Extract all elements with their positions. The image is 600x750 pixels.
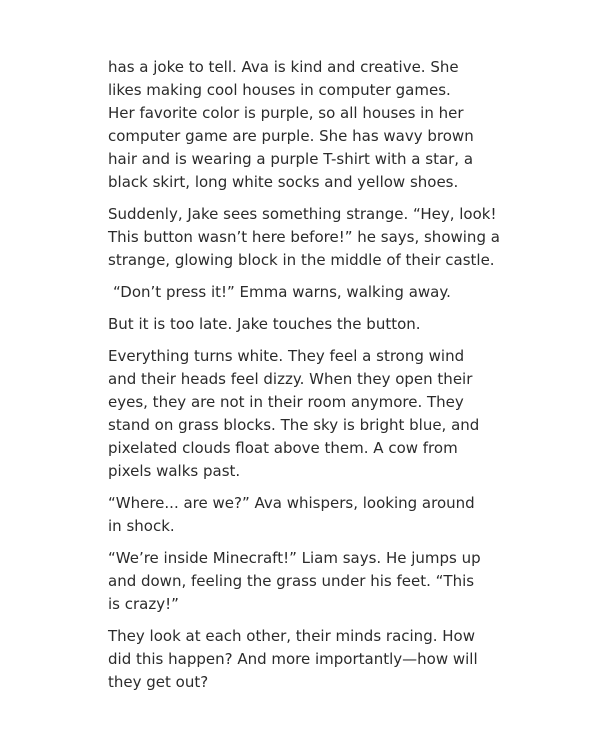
text-line: Everything turns white. They feel a strong wind	[108, 347, 465, 365]
text-line: and their heads feel dizzy. When they open their	[108, 370, 473, 388]
text-line: stand on grass blocks. The sky is bright blue, and	[108, 416, 480, 434]
text-line: “We’re inside Minecraft!” Liam says. He jumps up	[108, 549, 481, 567]
text-line: they get out?	[108, 673, 209, 691]
text-line: “Don’t press it!” Emma warns, walking away.	[113, 283, 451, 301]
paragraph-jake-discovery	[108, 203, 528, 272]
paragraph-emma-warning	[108, 281, 528, 304]
text-line: in shock.	[108, 517, 175, 535]
text-line: But it is too late. Jake touches the button.	[108, 315, 421, 333]
text-line: has a joke to tell. Ava is kind and creative. She	[108, 58, 459, 76]
paragraph-too-late	[108, 313, 528, 336]
text-line: black skirt, long white socks and yellow shoes.	[108, 173, 459, 191]
text-line: They look at each other, their minds racing. How	[108, 627, 475, 645]
text-line: Suddenly, Jake sees something strange. “Hey, look!	[108, 205, 497, 223]
text-line: pixels walks past.	[108, 462, 241, 480]
text-line: hair and is wearing a purple T-shirt with a star, a	[108, 150, 474, 168]
text-line: and down, feeling the grass under his feet. “This	[108, 572, 475, 590]
paragraph-ava-whisper	[108, 492, 528, 538]
text-line: likes making cool houses in computer games.	[108, 81, 451, 99]
paragraph-minds-racing	[108, 625, 528, 694]
text-line: strange, glowing block in the middle of their castle.	[108, 251, 495, 269]
story-page	[108, 56, 528, 703]
text-line: did this happen? And more importantly—how will	[108, 650, 478, 668]
paragraph-liam-minecraft	[108, 547, 528, 616]
text-line: Her favorite color is purple, so all houses in her	[108, 104, 464, 122]
text-line: eyes, they are not in their room anymore. They	[108, 393, 464, 411]
text-line: “Where... are we?” Ava whispers, looking around	[108, 494, 475, 512]
text-line: is crazy!”	[108, 595, 179, 613]
text-line: This button wasn’t here before!” he says, showing a	[108, 228, 500, 246]
text-line: pixelated clouds float above them. A cow from	[108, 439, 458, 457]
text-line: computer game are purple. She has wavy brown	[108, 127, 474, 145]
paragraph-ava-description	[108, 56, 528, 194]
paragraph-transport	[108, 345, 528, 483]
